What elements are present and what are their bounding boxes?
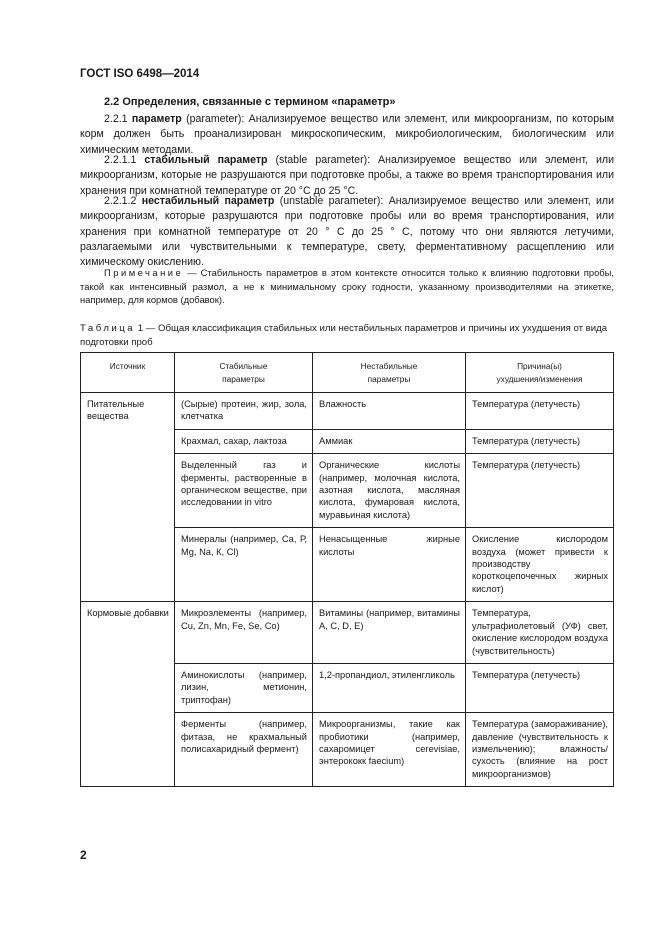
definition-number: 2.2.1 (104, 113, 128, 125)
document-header: ГОСТ ISO 6498—2014 (80, 68, 200, 80)
table-cell: Температура (летучесть) (466, 663, 614, 712)
table-row (81, 393, 614, 430)
table-cell: Температура (замораживание), давление (чувствительность к измельчению); влажность/сухость (влияние на рост микроорганизмов) (466, 713, 614, 787)
table-cell: Температура, ультрафиолетовый (УФ) свет, окисление кислородом воздуха (чувствительность) (466, 602, 614, 664)
table-cell: Температура (летучесть) (466, 429, 614, 453)
table-cell: Ненасыщенные жирные кислоты (313, 528, 466, 602)
definition-term: нестабильный параметр (141, 195, 275, 207)
definition-text: (stable parameter): Анализируемое вещество или элемент, или микроорганизм, которые не разрушаются при подготовке пробы, а также во время транспортирования или хранения при комнатной температуре от 20 °С до 25 °С. (80, 154, 614, 197)
table-cell: Ферменты (например, фитаза, не крахмальный полисахаридный фермент) (175, 713, 313, 787)
definition-number: 2.2.1.1 (104, 154, 137, 166)
definition-paragraph (80, 153, 614, 199)
definition-text: (parameter): Анализируемое вещество или элемент, или микроорганизм, по которым корм должен быть проанализирован микроскопическим, микробиологическим, биологическим или химическим методами. (80, 113, 614, 156)
page-number: 2 (80, 848, 87, 862)
table-caption-label: Таблица (80, 323, 136, 334)
column-header-stable: Стабильные параметры (175, 353, 313, 393)
table-cell: Органические кислоты (например, молочная кислота, азотная кислота, масляная кислота, фумаровая кислота, муравьиная кислота) (313, 454, 466, 528)
table-cell: Микроорганизмы, такие как пробиотики (например, сахаромицет cerevisiae, энтерококк faecium) (313, 713, 466, 787)
definition-number: 2.2.1.2 (104, 195, 137, 207)
column-header-reason: Причина(ы) ухудшения/изменения (466, 353, 614, 393)
column-header-source: Источник (81, 353, 175, 393)
source-cell: Кормовые добавки (81, 602, 175, 787)
table-cell: 1,2-пропандиол, этиленгликоль (313, 663, 466, 712)
definition-term: стабильный параметр (144, 154, 268, 166)
definition-text: (unstable parameter): Анализируемое вещество или элемент, или микроорганизм, которые разрушаются при подготовке пробы или во время транспортирования, или хранения при комнатной температуре от 20 ° С до 25 ° С, потому что они являются летучими, разлагаемыми или чувствительными к температуре, свету, ферментативному расщеплению или химическому окислению. (80, 195, 614, 269)
table-cell: Влажность (313, 393, 466, 430)
table-cell: (Сырые) протеин, жир, зола, клетчатка (175, 393, 313, 430)
table-cell: Окисление кислородом воздуха (может привести к производству короткоцепочечных жирных кислот) (466, 528, 614, 602)
table-cell: Температура (летучесть) (466, 393, 614, 430)
table-cell: Витамины (например, витамины А, С, D, Е) (313, 602, 466, 664)
table-cell: Аммиак (313, 429, 466, 453)
note-text: — Стабильность параметров в этом контексте относится только к влиянию подготовки пробы, такой как интенсивный размол, а не к минимальному сроку годности, указанному производителями на этикетке, например, для кормов (добавок). (80, 267, 614, 305)
classification-table (80, 352, 614, 787)
table-cell: Выделенный газ и ферменты, растворенные в органическом веществе, при исследовании in vitro (175, 454, 313, 528)
table-caption (80, 322, 614, 349)
table-cell: Крахмал, сахар, лактоза (175, 429, 313, 453)
table-cell: Микроэлементы (например, Cu, Zn, Mn, Fe, Se, Co) (175, 602, 313, 664)
table-cell: Минералы (например, Са, Р, Mg, Na, К, Cl) (175, 528, 313, 602)
note-label: Примечание (104, 267, 184, 278)
table-cell: Аминокислоты (например, лизин, метионин, триптофан) (175, 663, 313, 712)
table-row (81, 602, 614, 664)
source-cell: Питательные вещества (81, 393, 175, 602)
table-cell: Температура (летучесть) (466, 454, 614, 528)
column-header-unstable: Нестабильные параметры (313, 353, 466, 393)
definition-term: параметр (131, 113, 182, 125)
definition-paragraph (80, 112, 614, 158)
section-title: 2.2 Определения, связанные с термином «параметр» (104, 96, 396, 108)
definition-paragraph (80, 194, 614, 270)
note (80, 266, 614, 307)
table-header-row (81, 353, 614, 393)
table-caption-text: 1 — Общая классификация стабильных или нестабильных параметров и причины их ухудшения от вида подготовки проб (80, 323, 608, 348)
